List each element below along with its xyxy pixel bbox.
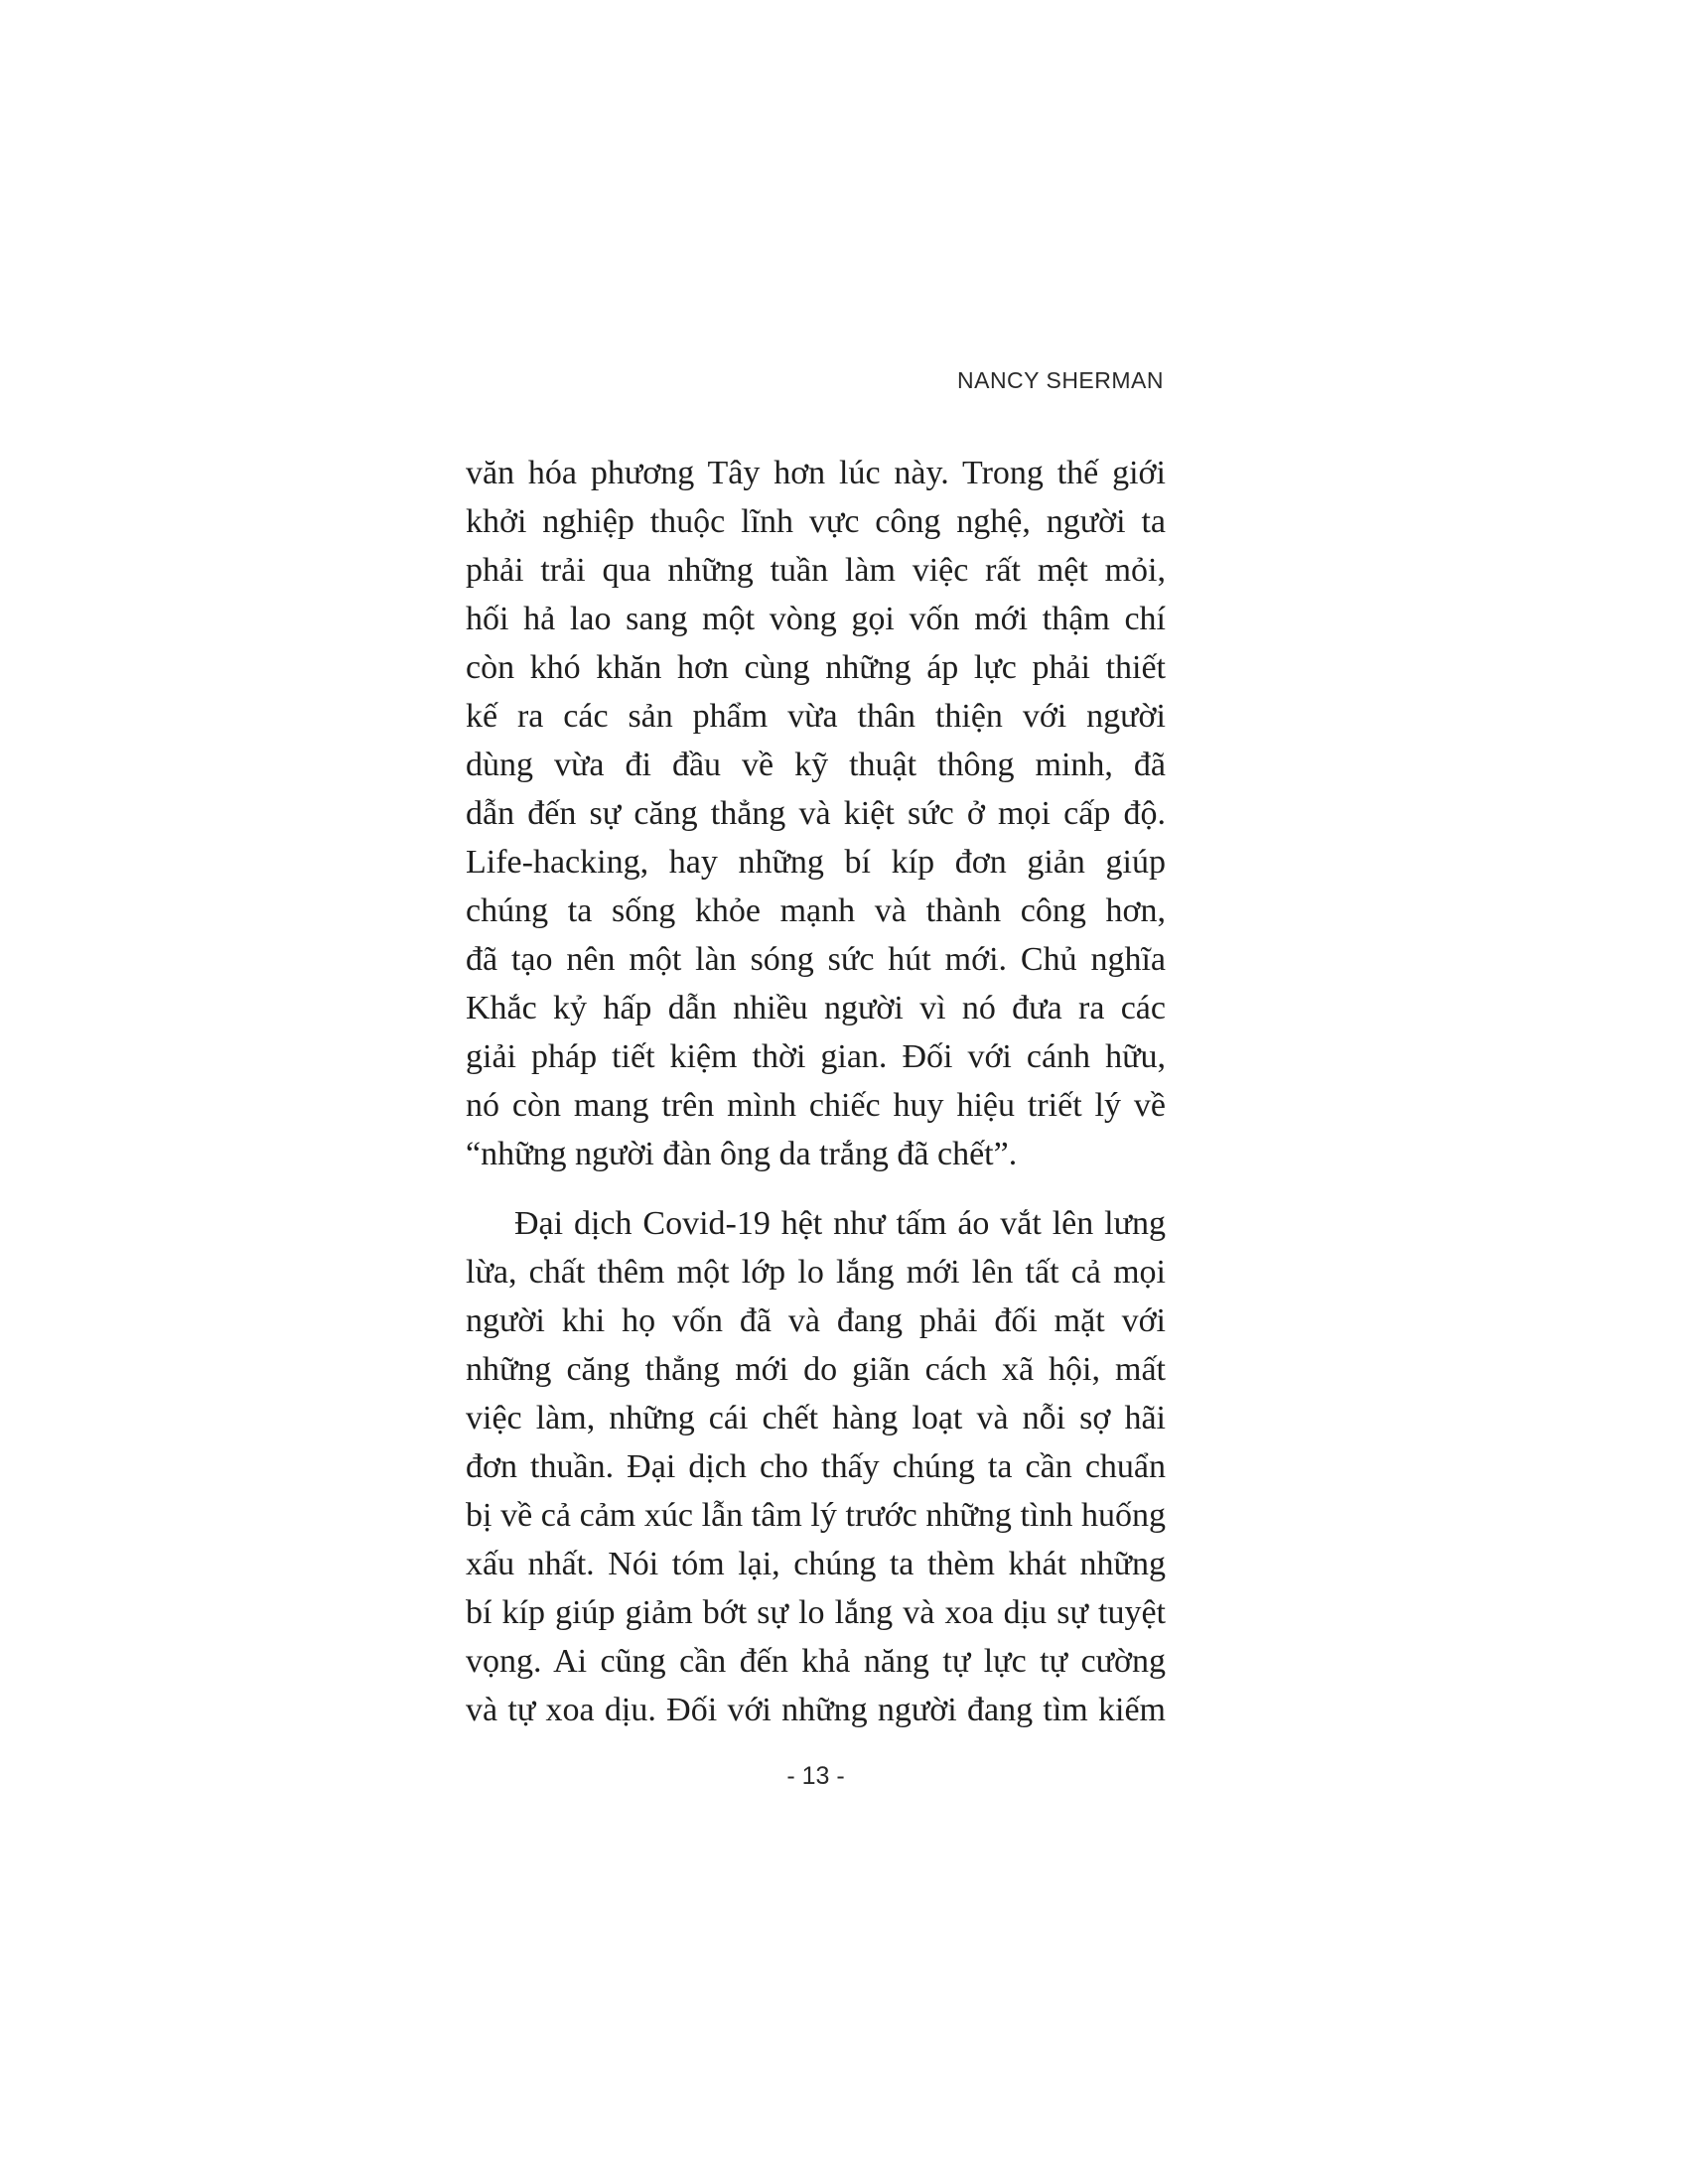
- text-line: những căng thẳng mới do giãn cách xã hội, mất: [466, 1351, 1166, 1388]
- text-line: Đại dịch Covid-19 hệt như tấm áo vắt lên lưng: [514, 1205, 1166, 1242]
- text-line: “những người đàn ông da trắng đã chết”.: [466, 1136, 1018, 1172]
- text-line: dẫn đến sự căng thẳng và kiệt sức ở mọi cấp độ.: [466, 795, 1166, 832]
- text-line: vọng. Ai cũng cần đến khả năng tự lực tự cường: [466, 1643, 1166, 1680]
- text-line: lừa, chất thêm một lớp lo lắng mới lên tất cả mọi: [466, 1254, 1166, 1291]
- paragraph-spacer: [466, 1178, 1166, 1199]
- text-line: việc làm, những cái chết hàng loạt và nỗi sợ hãi: [466, 1400, 1166, 1436]
- text-line: đã tạo nên một làn sóng sức hút mới. Chủ nghĩa: [466, 941, 1166, 978]
- text-line: kế ra các sản phẩm vừa thân thiện với người: [466, 698, 1166, 735]
- text-line: bị về cả cảm xúc lẫn tâm lý trước những tình huống: [466, 1497, 1166, 1534]
- text-line: Khắc kỷ hấp dẫn nhiều người vì nó đưa ra các: [466, 990, 1166, 1026]
- text-line: phải trải qua những tuần làm việc rất mệt mỏi,: [466, 552, 1166, 589]
- text-line: đơn thuần. Đại dịch cho thấy chúng ta cần chuẩn: [466, 1448, 1166, 1485]
- page-number: - 13 -: [786, 1762, 845, 1790]
- text-line: và tự xoa dịu. Đối với những người đang tìm kiếm: [466, 1692, 1166, 1728]
- text-line: dùng vừa đi đầu về kỹ thuật thông minh, đã: [466, 747, 1166, 783]
- text-line: Life-hacking, hay những bí kíp đơn giản giúp: [466, 844, 1166, 881]
- body-text: [466, 449, 1166, 1734]
- text-line: bí kíp giúp giảm bớt sự lo lắng và xoa dịu sự tuyệt: [466, 1594, 1166, 1631]
- text-line: còn khó khăn hơn cùng những áp lực phải thiết: [466, 649, 1166, 686]
- text-line: chúng ta sống khỏe mạnh và thành công hơn,: [466, 892, 1166, 929]
- paragraph-1: [466, 449, 1166, 1178]
- text-line: hối hả lao sang một vòng gọi vốn mới thậm chí: [466, 601, 1166, 637]
- text-line: văn hóa phương Tây hơn lúc này. Trong thế giới: [466, 455, 1166, 491]
- running-head-author: NANCY SHERMAN: [957, 367, 1164, 393]
- text-line: nó còn mang trên mình chiếc huy hiệu triết lý về: [466, 1087, 1166, 1124]
- paragraph-2: [466, 1199, 1166, 1734]
- text-line: xấu nhất. Nói tóm lại, chúng ta thèm khát những: [466, 1546, 1166, 1582]
- text-line: giải pháp tiết kiệm thời gian. Đối với cánh hữu,: [466, 1038, 1166, 1075]
- text-line: người khi họ vốn đã và đang phải đối mặt với: [466, 1302, 1166, 1339]
- text-line: khởi nghiệp thuộc lĩnh vực công nghệ, người ta: [466, 503, 1166, 540]
